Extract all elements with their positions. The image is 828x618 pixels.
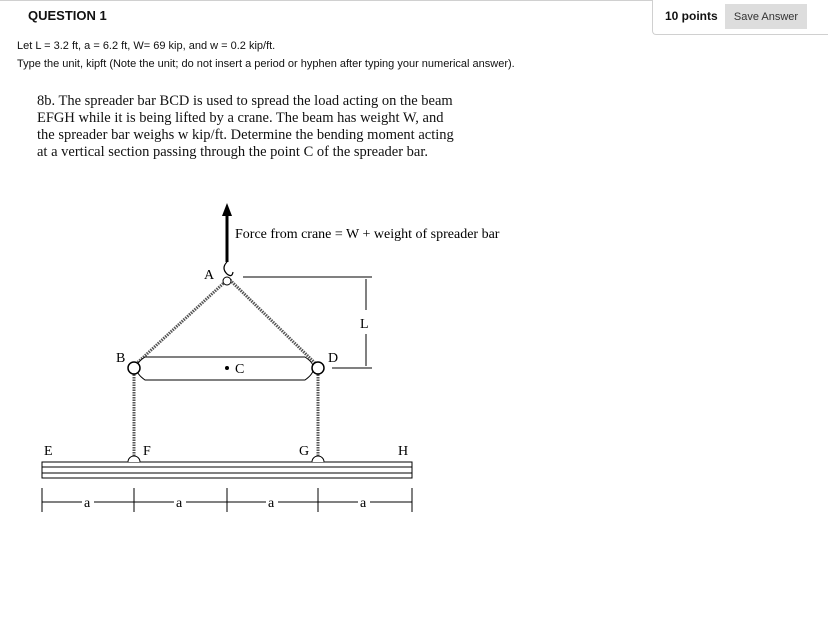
- save-answer-button[interactable]: Save Answer: [725, 4, 807, 29]
- label-a: A: [204, 268, 215, 283]
- label-b: B: [116, 351, 126, 366]
- dim-a-label: a: [360, 496, 367, 511]
- spreader-bar: [137, 357, 314, 380]
- label-g: G: [299, 444, 310, 459]
- label-c: C: [235, 362, 245, 377]
- ring-a: [223, 277, 231, 285]
- question-title: QUESTION 1: [28, 8, 107, 23]
- ring-b: [128, 362, 140, 374]
- label-e: E: [44, 444, 53, 459]
- point-c-dot: [225, 366, 229, 370]
- hook-icon: [224, 262, 233, 276]
- clip-g: [312, 456, 324, 462]
- clip-f: [128, 456, 140, 462]
- dim-a-label: a: [268, 496, 275, 511]
- dim-l-label: L: [360, 317, 369, 332]
- beam-efgh: [42, 462, 412, 478]
- label-h: H: [398, 444, 409, 459]
- unit-instructions: Type the unit, kipft (Note the unit; do not insert a period or hyphen after typing your numerical answer).: [17, 58, 515, 70]
- label-f: F: [143, 444, 151, 459]
- force-label: Force from crane = W + weight of spreader bar: [235, 227, 500, 242]
- dim-a-lines: [42, 488, 412, 512]
- dim-a-label: a: [176, 496, 183, 511]
- ring-d: [312, 362, 324, 374]
- dim-a-label: a: [84, 496, 91, 511]
- points-label: 10 points: [665, 9, 718, 23]
- label-d: D: [328, 351, 339, 366]
- given-values: Let L = 3.2 ft, a = 6.2 ft, W= 69 kip, and w = 0.2 kip/ft.: [17, 40, 276, 52]
- problem-statement: 8b. The spreader bar BCD is used to spread the load acting on the beam EFGH while it is being lifted by a crane. The beam has weight W, and the spreader bar weighs w kip/ft. Determine the bending moment acting at a vertical section passing through the point C of the spreader bar.: [37, 93, 454, 160]
- arrow-head-icon: [222, 203, 232, 216]
